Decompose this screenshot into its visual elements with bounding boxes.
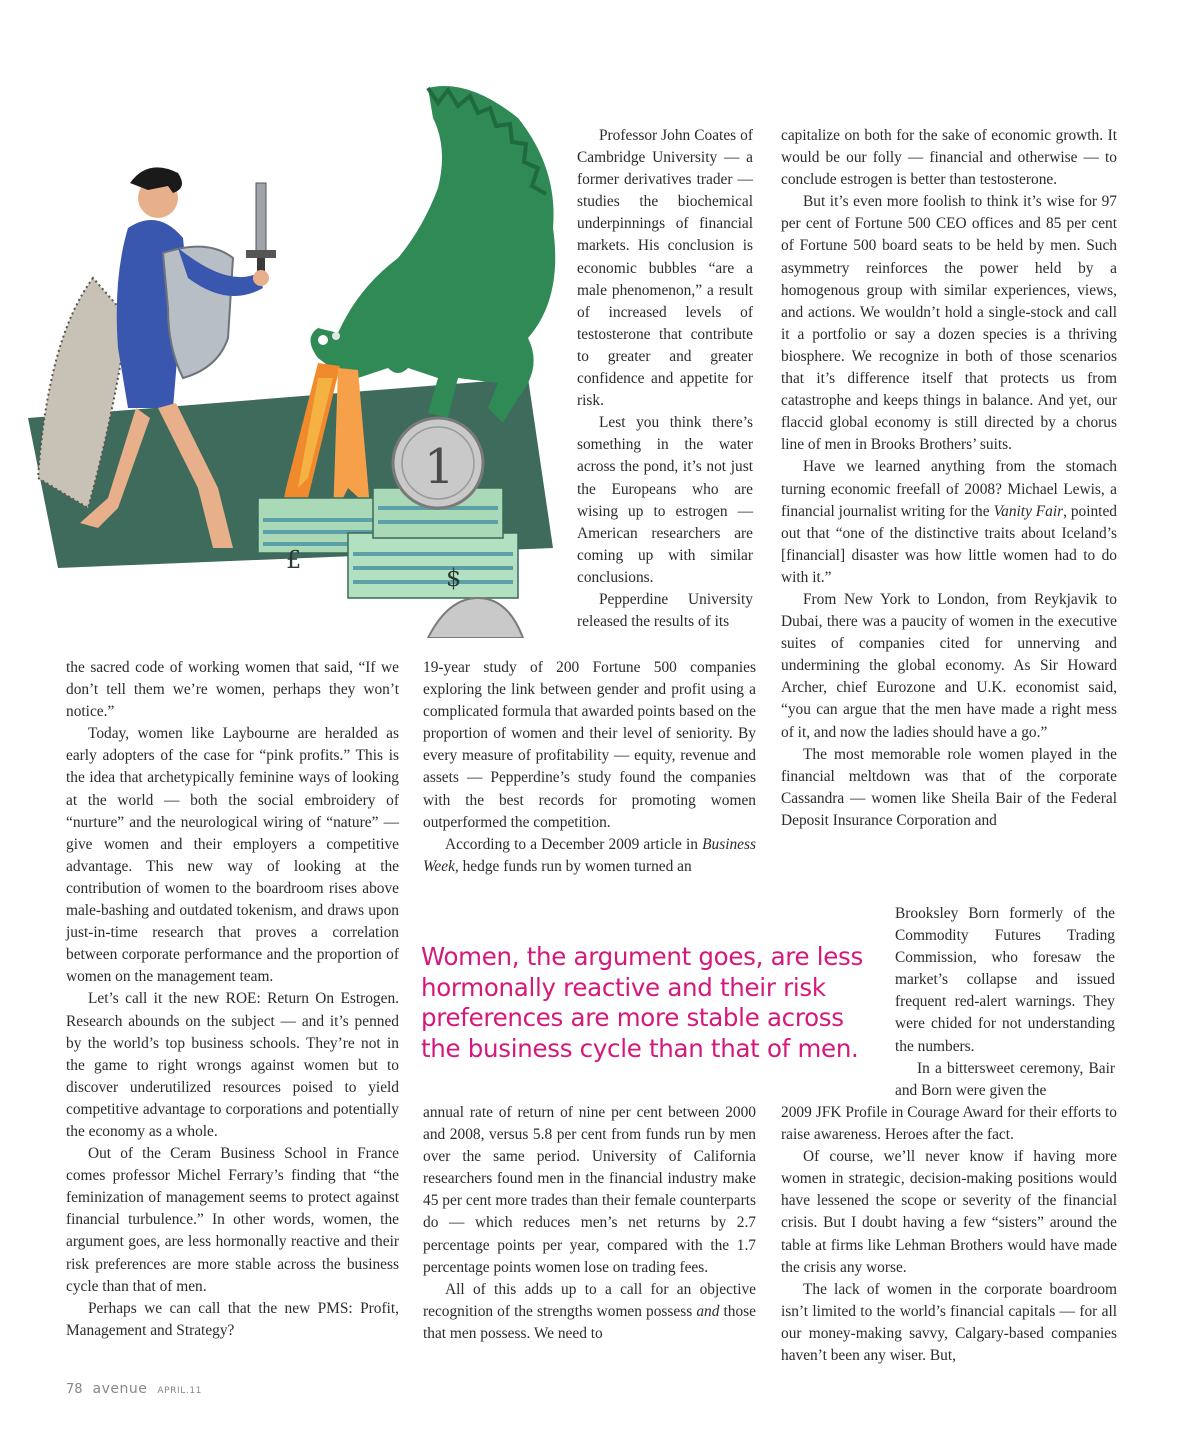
paragraph: 19-year study of 200 Fortune 500 companies exploring the link between gender and profit using a complicated formula that awarded points based on the proportion of women and their level of seniority. By every measure of profitability — equity, revenue and assets — Pepperdine’s study found the companies with the best records for promoting women outperformed the competition. [423, 659, 756, 831]
paragraph: capitalize on both for the sake of economic growth. It would be our folly — financial and otherwise — to conclude estrogen is better than testosterone. [781, 127, 1117, 189]
right-column-top [781, 125, 1117, 832]
paragraph: But it’s even more foolish to think it’s wise for 97 per cent of Fortune 500 CEO offices and 85 per cent of Fortune 500 board seats to be held by men. Such asymmetry reinforces the power held by a homogenous group with similar experiences, views, and actions. We wouldn’t hold a single-stock and call it a portfolio or say a dozen species is a thriving biosphere. We recognize in both of those scenarios that it’s difference itself that protects us from catastrophe and keeps things in balance. And yet, our flaccid global economy is still directed by a chorus line of men in Brooks Brothers’ suits. [781, 193, 1117, 454]
paragraph: annual rate of return of nine per cent between 2000 and 2008, versus 5.8 per cent from funds run by men over the same period. University of California researchers found men in the financial industry make 45 per cent more trades than their female counterparts do — which reduces men’s net returns by 2.7 percentage points per year, compared with the 1.7 percentage points women lose on trading fees. [423, 1104, 756, 1276]
paragraph: the sacred code of working women that said, “If we don’t tell them we’re women, perhaps they won’t notice.” [66, 659, 399, 721]
svg-text:1: 1 [424, 439, 455, 495]
paragraph: Perhaps we can call that the new PMS: Profit, Management and Strategy? [66, 1299, 399, 1339]
cash-stacks [258, 488, 518, 598]
paragraph: From New York to London, from Reykjavik to Dubai, there was a paucity of women in the executive suites of companies cited for unnerving and undermining the global economy. As Sir Howard Archer, chief Eurozone and U.K. economist said, “you can argue that the men have made a right mess of it, and now the ladies should have a go.” [781, 590, 1117, 741]
paragraph: Lest you think there’s something in the water across the pond, it’s not just the Europeans who are wising up to estrogen — American researchers are coming up with similar conclusions. [577, 414, 753, 586]
paragraph: In a bittersweet ceremony, Bair and Born were given the [895, 1059, 1115, 1099]
publication-title: Business Week [423, 835, 756, 875]
right-column-bottom [781, 1102, 1117, 1367]
dollar-symbol: $ [446, 564, 462, 592]
paragraph: Today, women like Laybourne are heralded as early adopters of the case for “pink profits.” This is the idea that archetypically feminine ways of looking at the world — both the social embroidery of “nurture” and the neurological wiring of “nature” — give women and their employers a competitive advantage. This new way of looking at the contribution of women to the boardroom rises above male-bashing and outdated tokenism, and draws upon just-in-time research that proves a correlation between corporate performance and the proportion of women on the management team. [66, 725, 399, 986]
publication-title: Vanity Fair [993, 502, 1064, 520]
paragraph: According to a December 2009 article in Business Week, hedge funds run by women turned an [423, 835, 756, 875]
paragraph: Let’s call it the new ROE: Return On Estrogen. Research abounds on the subject — and it’s penned by the world’s top business schools. They’re not in the game to right wrongs against women but to discover underutilized resources poised to yield competitive advantage to corporations and potentially the economy as a whole. [66, 990, 399, 1140]
middle-column-continued [423, 657, 756, 878]
middle-column-bottom [423, 1102, 756, 1345]
paragraph: 2009 JFK Profile in Courage Award for their efforts to raise awareness. Heroes after the fact. [781, 1104, 1117, 1144]
knight-vs-dragon-illustration [18, 78, 570, 638]
issue-date: APRIL.11 [157, 1386, 203, 1396]
pound-symbol: £ [286, 546, 302, 574]
page-footer [66, 1381, 202, 1401]
paragraph: Have we learned anything from the stomach turning economic freefall of 2008? Michael Lewis, a financial journalist writing for the Vanity Fair, pointed out that “one of the distinctive traits about Iceland’s [financial] disaster was how little women had to do with it.” [781, 458, 1117, 586]
magazine-name: avenue [92, 1381, 148, 1397]
paragraph: All of this adds up to a call for an objective recognition of the strengths women possess and those that men possess. We need to [423, 1280, 756, 1342]
paragraph: The lack of women in the corporate boardroom isn’t limited to the world’s financial capitals — for all our money-making savvy, Calgary-based companies haven’t been any wiser. But, [781, 1280, 1117, 1365]
sword [256, 183, 266, 253]
half-coin [428, 598, 523, 638]
paragraph: Out of the Ceram Business School in France comes professor Michel Ferrary’s finding that “the feminization of management seems to protect against financial turbulence.” In other words, women, the argument goes, are less hormonally reactive and their risk preferences are more stable across the business cycle than that of men. [66, 1145, 399, 1295]
paragraph: Pepperdine University released the results of its [577, 590, 753, 631]
big-coin [393, 418, 483, 508]
left-column [66, 657, 399, 1342]
right-column-narrow [895, 903, 1115, 1102]
middle-column-top [577, 125, 753, 633]
paragraph: The most memorable role women played in the financial meltdown was that of the corporate Cassandra — women like Sheila Bair of the Federal Deposit Insurance Corporation and [781, 745, 1117, 829]
pull-quote: Women, the argument goes, are less hormonally reactive and their risk preferences are more stable across the business cycle than that of men. [421, 942, 863, 1063]
paragraph: Of course, we’ll never know if having more women in strategic, decision-making positions would have lessened the scope or severity of the financial crisis. But I doubt having a few “sisters” around the table at firms like Lehman Brothers would have made the crisis any worse. [781, 1148, 1117, 1276]
page-number: 78 [66, 1382, 83, 1397]
paragraph: Brooksley Born formerly of the Commodity Futures Trading Commission, who foresaw the market’s collapse and issued frequent red-alert warnings. They were chided for not understanding the numbers. [895, 905, 1115, 1055]
paragraph: Professor John Coates of Cambridge University — a former derivatives trader — studies the biochemical underpinnings of financial markets. His conclusion is economic bubbles “are a male phenomenon,” a result of increased levels of testosterone that contribute to greater and greater confidence and appetite for risk. [577, 127, 753, 410]
